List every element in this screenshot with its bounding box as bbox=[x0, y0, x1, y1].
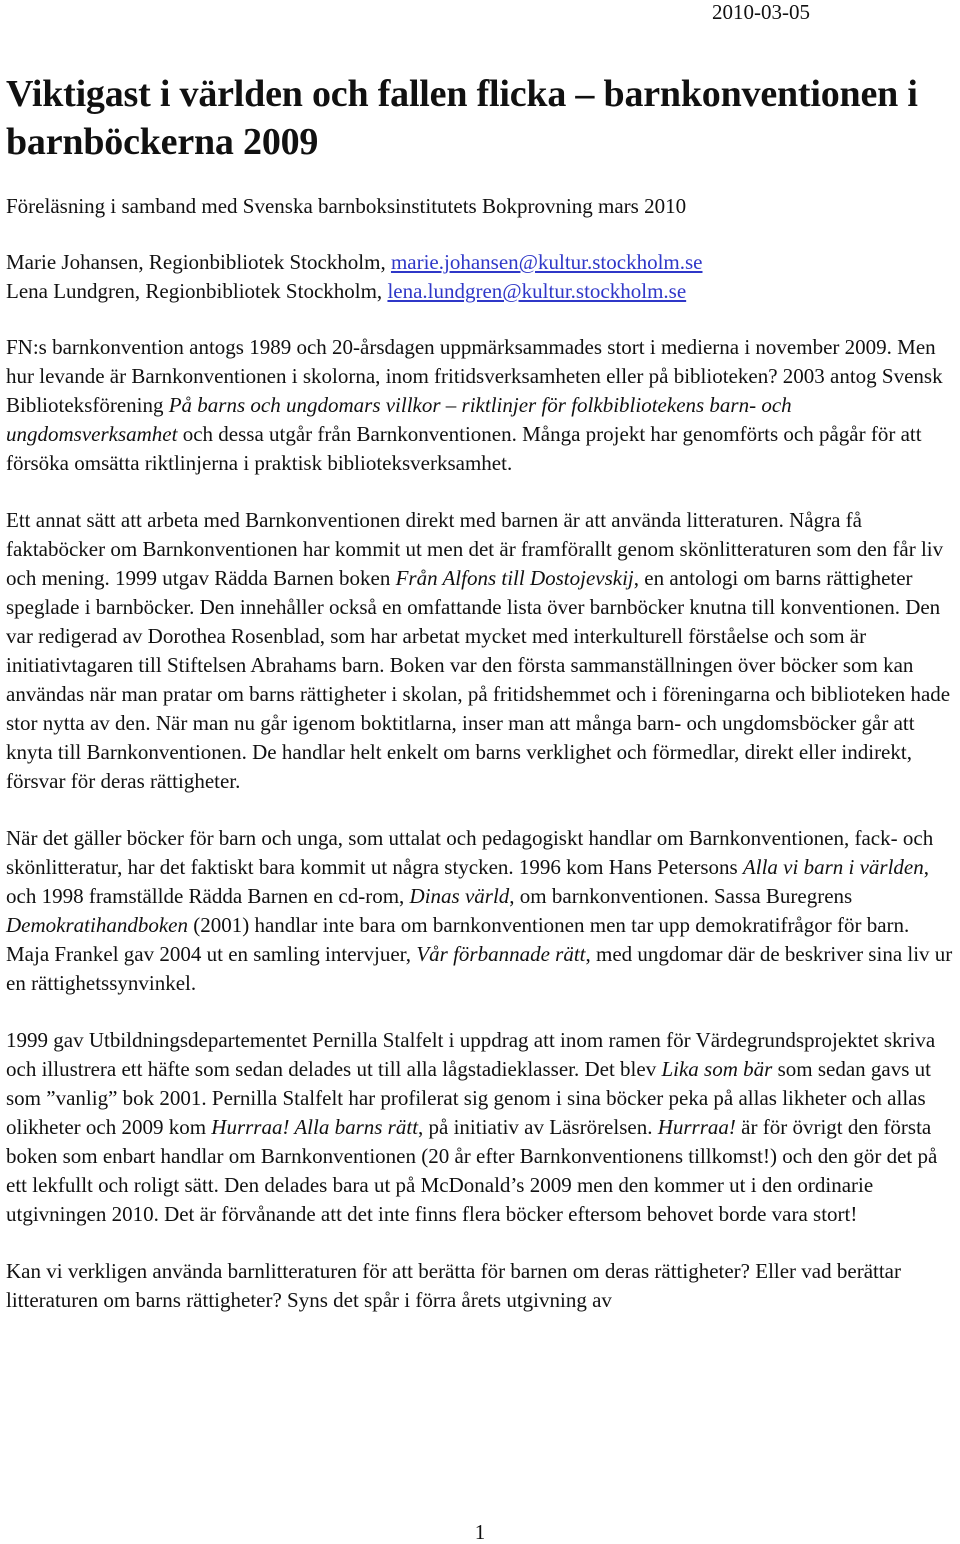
book-title: Alla vi barn i världen bbox=[742, 855, 924, 879]
paragraph-text: som sedan gavs ut som ”vanlig” bok 2001. Pernilla Stalfelt har profilerat sig genom i sina böcker peka på allas likheter och allas olikheter och 2009 kom bbox=[6, 1057, 931, 1139]
author-line bbox=[6, 277, 956, 306]
paragraph-text: , och 1998 framställde Rädda Barnen en cd-rom, bbox=[6, 855, 929, 908]
lecture-line: Föreläsning i samband med Svenska barnboksinstitutets Bokprovning mars 2010 bbox=[6, 194, 687, 218]
paragraph-text: FN:s barnkonvention antogs 1989 och 20-årsdagen uppmärksammades stort i medierna i november 2009. Men hur levande är Barnkonventionen i skolorna, inom fritidsverksamheten eller på biblioteken? 2003 antog Svensk Biblioteksförening bbox=[6, 335, 943, 417]
paragraph-text: Kan vi verkligen använda barnlitteraturen för att berätta för barnen om deras rättigheter? Eller vad berättar litteraturen om barns rättigheter? Syns det spår i förra årets utgivning av bbox=[6, 1259, 901, 1312]
book-title: Vår förbannade rätt bbox=[416, 942, 586, 966]
author-name: Lena Lundgren, Regionbibliotek Stockholm, bbox=[6, 279, 388, 303]
author-name: Marie Johansen, Regionbibliotek Stockholm, bbox=[6, 250, 391, 274]
paragraph-5 bbox=[6, 1257, 956, 1315]
document-content bbox=[6, 70, 956, 1343]
book-title: Lika som bär bbox=[661, 1057, 773, 1081]
author-email-link[interactable]: lena.lundgren@kultur.stockholm.se bbox=[387, 279, 687, 303]
paragraph-text: är för övrigt den första boken som enbart handlar om Barnkonventionen (20 år efter Barnkonventionens tillkomst!) och den gör det på ett lekfullt och roligt sätt. Den delades bara ut på McDonald’s 2009 men den kommer ut i den ordinarie utgivningen 2010. Det är förvånande att det inte finns flera böcker eftersom behovet borde vara stort! bbox=[6, 1115, 938, 1226]
paragraph-text: och dessa utgår från Barnkonventionen. Många projekt har genomförts och pågår för att försöka omsätta riktlinjerna i praktisk biblioteksverksamhet. bbox=[6, 422, 922, 475]
paragraph-text: , med ungdomar där de beskriver sina liv ur en rättighetssynvinkel. bbox=[6, 942, 953, 995]
author-list bbox=[6, 248, 956, 306]
author-email-link[interactable]: marie.johansen@kultur.stockholm.se bbox=[390, 250, 703, 274]
author-line bbox=[6, 248, 956, 277]
book-title: Hurrraa! Alla barns rätt bbox=[211, 1115, 419, 1139]
paragraph-text: , en antologi om barns rättigheter speglade i barnböcker. Den innehåller också en omfattande lista över barnböcker knutna till konventionen. Den var redigerad av Dorothea Rosenblad, som har arbetat mycket med interkulturell förståelse och som är initiativtagaren till Stiftelsen Abrahams barn. Boken var den första sammanställningen över böcker som kan användas när man pratar om barns rättigheter i skolan, på fritidshemmet och i föreningarna och biblioteken hade stor nytta av den. När man nu går igenom boktitlarna, inser man att många barn- och ungdomsböcker går att knyta till Barnkonventionen. De handlar helt enkelt om barns verklighet och förmedlar, direkt eller indirekt, försvar för deras rättigheter. bbox=[6, 566, 951, 793]
book-title: Dinas värld bbox=[409, 884, 510, 908]
paragraph-4 bbox=[6, 1026, 956, 1229]
paragraph-text: (2001) handlar inte bara om barnkonventionen men tar upp demokratifrågor för barn. Maja Frankel gav 2004 ut en samling intervjuer, bbox=[6, 913, 910, 966]
document-title: Viktigast i världen och fallen flicka – barnkonventionen i barnböckerna 2009 bbox=[6, 73, 918, 163]
paragraph-text: , om barnkonventionen. Sassa Buregrens bbox=[509, 884, 853, 908]
book-title: Demokratihandboken bbox=[6, 913, 188, 937]
paragraph-2 bbox=[6, 506, 956, 796]
paragraph-3 bbox=[6, 824, 956, 998]
paragraph-text: Ett annat sätt att arbeta med Barnkonventionen direkt med barnen är att använda litteraturen. Några få faktaböcker om Barnkonventionen har kommit ut men det är framförallt genom skönlitteraturen som den får liv och mening. 1999 utgav Rädda Barnen boken bbox=[6, 508, 944, 590]
document-date: 2010-03-05 bbox=[712, 0, 810, 24]
paragraph-text: , på initiativ av Läsrörelsen. bbox=[418, 1115, 658, 1139]
book-title: På barns och ungdomars villkor – riktlinjer för folkbibliotekens barn- och ungdomsverksamhet bbox=[6, 393, 792, 446]
book-title: Från Alfons till Dostojevskij bbox=[395, 566, 634, 590]
paragraph-1 bbox=[6, 333, 956, 478]
book-title: Hurrraa! bbox=[657, 1115, 736, 1139]
page-number: 1 bbox=[474, 1520, 486, 1544]
paragraph-text: 1999 gav Utbildningsdepartementet Pernilla Stalfelt i uppdrag att inom ramen för Värdegrundsprojektet skriva och illustrera ett häfte som sedan delades ut till alla lågstadieklasser. Det blev bbox=[6, 1028, 936, 1081]
paragraph-text: När det gäller böcker för barn och unga, som uttalat och pedagogiskt handlar om Barnkonventionen, fack- och skönlitteratur, har det faktiskt bara kommit ut några stycken. 1996 kom Hans Petersons bbox=[6, 826, 934, 879]
